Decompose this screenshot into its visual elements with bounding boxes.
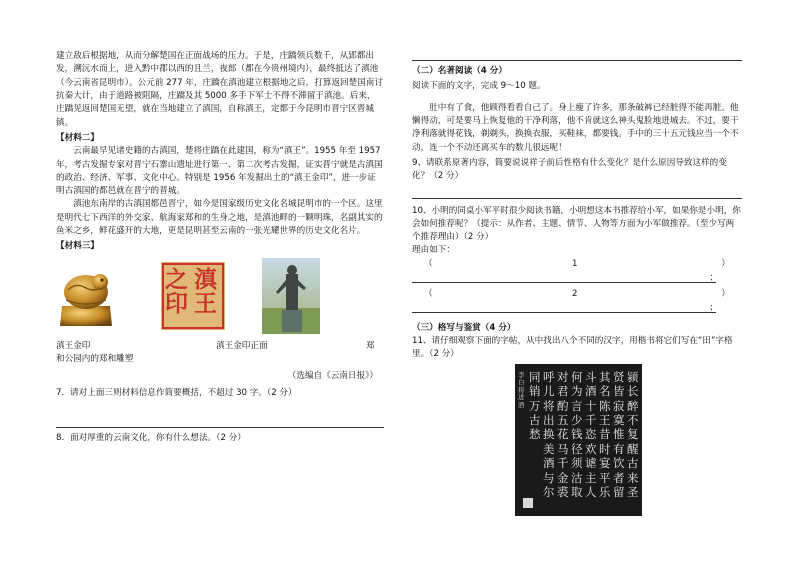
seal-face-image xyxy=(161,262,225,330)
material-three-images xyxy=(56,258,384,340)
image-captions xyxy=(56,340,384,353)
material-three-heading: 【材料三】 xyxy=(56,241,99,252)
novel-passage: 肚中有了食，他顾得看看自己了。身上瘦了许多，那条破裤已经脏得不能再脏。他懒得动，可是要马上恢复他的干净利落，他不肯就这么神头鬼脸地进城去。不过，要干净利落就得花钱，剃剃头，换换衣服，买鞋袜，都要钱。手中的三十五元钱应当一个不动，连一个不动还离买车的数儿很远呢！ xyxy=(412,102,739,153)
question-7: 7．请对上面三则材料信息作简要概括，不超过 30 字。（2 分） xyxy=(56,388,297,399)
answer-line-7[interactable] xyxy=(56,427,384,428)
left-column xyxy=(56,50,384,445)
intro-paragraph: 建立敌后根据地，从而分解楚国在正面战场的压力。于是，庄蹻领兵数千，从郢都出发，溯沅水而上，进入黔中郡以西的且兰，夜郎（都在今贵州境内），最终抵达了滇池（今云南省昆明市）。公元前 277 年，庄蹻在滇池建立根据地之后，打算返回楚国南讨抗秦大计，由于道路被阻隔，庄蹻及其 5000 多手下军士不得不滞留于滇池。后来，庄蹻见返回楚国无望，就在当地建立了滇国，自称滇王，定都于今昆明市晋宁区晋城镇。 xyxy=(56,51,383,128)
section-top-rule xyxy=(412,60,742,61)
caption-statue-part1: 郑 xyxy=(366,340,375,351)
callig-col-3: 其名陈王昔时宴平乐 xyxy=(599,369,611,499)
reasons-label: 理由如下： xyxy=(412,245,455,256)
caption-gold-seal: 滇王金印 xyxy=(56,340,91,351)
section-2-title: （二）名著阅读（4 分） xyxy=(412,66,507,76)
question-8: 8．面对厚重的云南文化，你有什么想法。（2 分） xyxy=(56,432,246,443)
reason-2-number: 2 xyxy=(572,288,578,299)
reason-2-semicolon: ； xyxy=(709,302,718,313)
section-3-title: （三）格写与鉴赏（4 分） xyxy=(412,322,516,333)
reason-1-semicolon: ； xyxy=(709,272,718,283)
question-10: 10、小明的同桌小军平时很少阅读书籍，小明想这本书推荐给小军，如果你是小明，你会如何推荐呢？（提示：从作者、主题、情节、人物等方面为小军做推荐。（至少写两个推荐理由）（2 分） xyxy=(412,205,741,243)
question-9: 9、请联系原著内容，简要说说祥子前后性格有什么变化？是什么原因导致这样的变化？（2 分） xyxy=(412,157,727,182)
material-two-paragraph-2: 滇池东南岸的古滇国都邑晋宁，如今是国家级历史文化名城昆明市的一个区。这里是明代七下西洋的外交家、航海家郑和的生身之地，是滇池畔的一颗明珠，名副其实的鱼米之乡，鲜花盛开的大地，更是昆明甚至云南的一张光耀世界的历史文化名片。 xyxy=(56,199,383,237)
reason-2-open-paren: （ xyxy=(424,288,433,299)
calligraphy-copybook xyxy=(515,364,642,516)
callig-col-4: 斗酒十千恣欢谑主人 xyxy=(585,369,597,499)
statue-drawing xyxy=(262,258,320,334)
reason-2-underline xyxy=(412,312,716,313)
callig-col-2: 贤皆寂寞惟有饮者留 xyxy=(613,369,625,499)
caption-seal-face: 滇王金印正面 xyxy=(216,340,268,351)
reason-line-2[interactable] xyxy=(412,288,742,318)
callig-col-8: 同销万古愁 xyxy=(529,369,541,442)
answer-line-9[interactable] xyxy=(412,184,742,199)
section-2-instruction: 阅读下面的文字，完成 9～10 题。 xyxy=(412,81,546,92)
material-two-heading: 【材料二】 xyxy=(56,132,99,143)
source-note: （选编自《云南日报》） xyxy=(287,371,378,381)
right-column xyxy=(412,60,742,516)
question-11: 11、请仔细观察下面的字帖，从中找出八个不同的汉字，用楷书将它们写在“田”字格里。（2 分） xyxy=(412,336,733,360)
reason-line-1[interactable] xyxy=(412,258,742,288)
reason-1-open-paren: （ xyxy=(424,258,433,269)
callig-col-6: 对君酌五花马千金裘 xyxy=(557,369,569,499)
caption-statue-part2: 和公园内的郑和雕塑 xyxy=(56,353,134,364)
gold-seal-image xyxy=(56,262,116,330)
reason-1-close-paren: ） xyxy=(721,258,730,269)
reason-1-underline xyxy=(412,282,716,283)
callig-inscription: 李白将进酒 xyxy=(518,370,525,410)
callig-col-5: 何为言少钱径须沽取 xyxy=(571,369,583,499)
seal-face-text: 滇王之印 xyxy=(161,266,217,315)
zhenghe-statue-image xyxy=(262,258,320,334)
reason-1-number: 1 xyxy=(572,258,578,269)
callig-col-1: 颍长醉不复醒古来圣 xyxy=(627,369,639,499)
material-two-paragraph-1: 云南最早见诸史籍的古滇国，楚将庄蹻在此建国，称为“滇王”。1955 年至 1957 年，考古发掘专家对晋宁石寨山遗址进行第一、第二次考古发掘，证实晋宁就是古滇国的政治、经济、军事、文化中心。特别是 1956 年发掘出土的“滇王金印”，进一步证明古滇国的都邑就在晋宁的晋城。 xyxy=(56,146,383,197)
reason-2-close-paren: ） xyxy=(721,288,730,299)
callig-seal-mark xyxy=(523,498,533,508)
callig-col-7: 呼儿将出换美酒与尔 xyxy=(543,369,555,499)
